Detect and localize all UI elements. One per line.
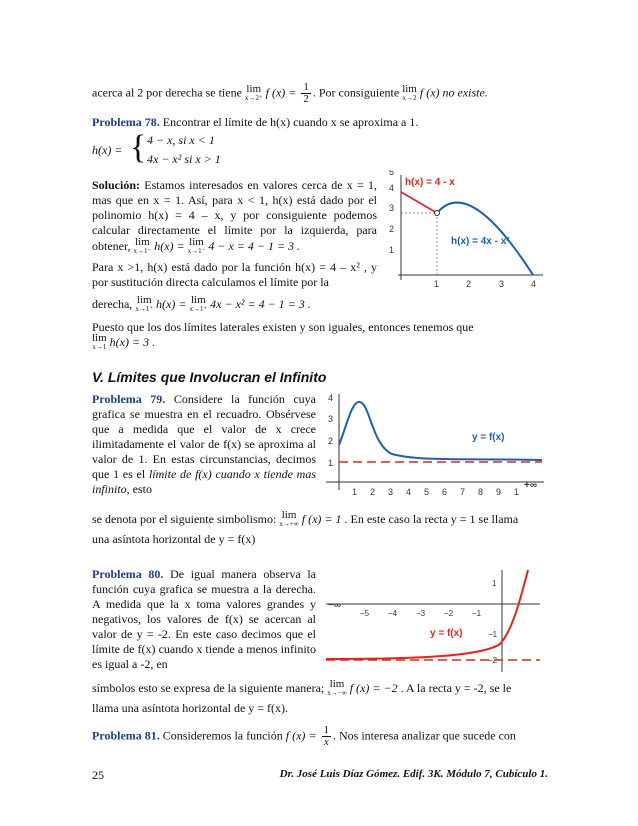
p5-eq: h(x) = 3 . [109, 334, 156, 349]
lim-word: lim [92, 332, 107, 344]
x-tick-label: 8 [478, 487, 484, 497]
lim-plus-inf [279, 511, 298, 529]
y-tick-label: 1 [328, 458, 334, 468]
hole-point [435, 211, 440, 216]
y-tick-label: 1 [492, 579, 497, 588]
y-tick-label: 3 [328, 414, 334, 424]
p79-line3: una asíntota horizontal de y = f(x) [92, 532, 256, 546]
label-left: h(x) = 4 - x [405, 177, 455, 188]
p80-line3: llama una asíntota horizontal de y = f(x). [92, 701, 289, 715]
p79-body: Considere la función cuya grafica se muestra en el recuadro. Obsérvese que a medida que el valor de x crece ilimitadamente el valor de f(x) se aproxima al valor de 1. En estas circunstancias, decimos que 1 es el [92, 392, 317, 481]
p3-pre: derecha, [92, 296, 133, 311]
lim-word: lim [246, 82, 262, 95]
p80-label: Problema 80. [92, 567, 164, 581]
p78-statement [92, 115, 548, 130]
lim-word: lim [329, 678, 345, 690]
p80-text [92, 567, 316, 672]
x-tick-label: 7 [460, 487, 466, 497]
p81-fx: f (x) = [285, 728, 317, 743]
y-tick-label: 4 [328, 393, 334, 403]
x-tick-labels [352, 487, 519, 497]
lim-sub: x→2⁺ [244, 93, 263, 102]
curve-label: y = f(x) [430, 628, 463, 639]
lim-1 [244, 82, 263, 103]
x-tick-label: 3 [388, 487, 394, 497]
lim-sub: x→−∞ [327, 689, 347, 697]
lim-sub: x→2 [402, 93, 417, 102]
p79-line2 [92, 511, 548, 529]
p80-l2-post: . A la recta y = -2, se le [400, 680, 512, 695]
y-tick-label: 4 [389, 183, 395, 193]
y-tick-labels [328, 393, 333, 468]
x-tick-label: −3 [416, 609, 426, 618]
p78-para-2 [92, 260, 377, 290]
lim-word: lim [402, 82, 417, 95]
lim-word: lim [136, 294, 152, 306]
graph-h [383, 170, 548, 290]
x-tick-label: 4 [531, 279, 537, 289]
p78-text: Encontrar el límite de h(x) cuando x se aproxima a 1. [162, 115, 419, 129]
p4-text: Puesto que los dos límites laterales existen y son iguales, entonces tenemos que [92, 320, 474, 334]
curve-label: y = f(x) [472, 432, 505, 443]
x-tick-labels [434, 279, 536, 289]
x-tick-label: 9 [496, 487, 502, 497]
p80-l2-eq: f (x) = −2 [349, 680, 398, 695]
p79-l2-post: . En este caso la recta y = 1 se llama [344, 511, 519, 526]
lim-2 [402, 82, 417, 103]
expr-2: f (x) no existe. [419, 85, 488, 100]
y-tick-label: −1 [488, 630, 498, 639]
curve-left [401, 192, 437, 213]
p81-fraction [322, 725, 332, 748]
text-mid: . Por consiguiente [312, 85, 400, 100]
lim-right [135, 296, 153, 314]
frac-num: 1 [323, 724, 330, 736]
x-tick-label: 1 [434, 279, 440, 289]
frac-den: 2 [303, 93, 309, 105]
graph-79 [322, 390, 548, 500]
piecewise-case-1: 4 − x, si x < 1 [147, 133, 215, 147]
p78-para-5 [92, 334, 548, 352]
x-tick-label: −2 [444, 609, 454, 618]
p79-italic: límite de f(x) cuando x tiende mas infinito [92, 467, 317, 496]
y-tick-labels [389, 170, 394, 255]
piecewise-lhs: h(x) = [92, 143, 123, 157]
p79-l2-eq: f (x) = 1 [301, 511, 342, 526]
p79-label: Problema 79. [92, 392, 166, 406]
x-tick-label: −4 [388, 609, 398, 618]
solution-text: Estamos interesados en valores cerca de x = 1, mas que en x = 1. Así, para x < 1, h(x) está dado por el polinomio h(x) = 4 – x, y por consiguiente podemos calcular directamente el límite por la izquierda, para obtener, [92, 178, 377, 253]
x-tick-label: 3 [499, 279, 505, 289]
sol-eq-2: 4 − x = 4 − 1 = 3 . [208, 238, 301, 253]
p78-solution [92, 178, 377, 256]
section-title: V. Límites que Involucran el Infinito [92, 369, 327, 385]
piecewise-case-2: 4x − x² si x > 1 [147, 152, 221, 166]
lim-word: lim [190, 294, 206, 306]
p79-text [92, 392, 316, 497]
p78-p2-text: Para x >1, h(x) está dado por la función h(x) = 4 – x² , y por sustitución directa calculamos el límite por la [92, 260, 377, 289]
p80-line2 [92, 680, 548, 698]
brace: { [130, 129, 147, 166]
p80-body: De igual manera observa la función cuya grafica se muestra a la derecha. A medida que la x toma valores grandes y negativos, los valores de f(x) se acercan al valor de y = -2. En este caso decimos que el límite de f(x) cuando x tiende a menos infinito es igual a -2, en [92, 567, 316, 671]
text-pre: acerca al 2 por derecha se tiene [92, 85, 242, 100]
p78-para-3 [92, 296, 548, 314]
lim-sub: x→1⁻ [133, 247, 152, 255]
lim-sub: x→1⁻ [187, 247, 206, 255]
frac-num: 1 [303, 81, 309, 93]
x-tick-labels [360, 609, 482, 618]
lim-left [134, 238, 152, 256]
y-tick-label: 3 [389, 203, 395, 213]
solution-label: Solución: [92, 178, 141, 192]
y-tick-label: −2 [488, 656, 498, 665]
curve-f [339, 402, 542, 460]
lim-word: lim [135, 236, 150, 248]
p79-l2-pre: se denota por el siguiente simbolismo: [92, 511, 277, 526]
x-tick-label: 1 [352, 487, 358, 497]
curve-f [326, 570, 528, 659]
p79-tail: , esto [126, 482, 153, 496]
plus-infinity: +∞ [524, 480, 537, 491]
lim-word: lim [281, 509, 297, 521]
p81-line [92, 725, 548, 748]
lim-left-2 [188, 238, 206, 256]
p81-text: Consideremos la función [162, 728, 283, 743]
lim-sub: x→1⁺ [135, 305, 154, 313]
frac-den: x [323, 736, 329, 748]
lim-minus-inf [327, 680, 346, 698]
expr-1: f (x) = [265, 85, 297, 100]
graph-80 [322, 566, 548, 676]
footer-author: Dr. José Luis Díaz Gómez. Edif. 3K. Módulo 7, Cubículo 1. [279, 768, 548, 780]
y-tick-label: 5 [389, 170, 395, 177]
page-number: 25 [92, 768, 104, 782]
x-tick-label: 2 [466, 279, 472, 289]
p78-label: Problema 78. [92, 115, 160, 129]
lim-sub: x→1⁺ [189, 305, 208, 313]
x-tick-label: −5 [360, 609, 370, 618]
p3-eq-2: 4x − x² = 4 − 1 = 3 . [210, 296, 311, 311]
y-tick-label: 2 [389, 224, 395, 234]
minus-infinity: −∞ [328, 600, 341, 611]
sol-eq-1: h(x) = [154, 238, 185, 253]
x-tick-label: −1 [472, 609, 482, 618]
p78-para-4 [92, 320, 548, 335]
p81-label: Problema 81. [92, 728, 160, 743]
lim-sub: x→+∞ [279, 520, 299, 528]
y-tick-labels [488, 579, 498, 665]
x-tick-label: 6 [442, 487, 448, 497]
x-tick-label: 5 [424, 487, 430, 497]
fraction [301, 82, 311, 105]
x-tick-label: 1 [514, 487, 520, 497]
y-tick-label: 1 [389, 245, 395, 255]
x-tick-label: 2 [370, 487, 376, 497]
lim-both [92, 334, 107, 352]
lim-right-2 [189, 296, 207, 314]
p81-post: . Nos interesa analizar que sucede con [333, 728, 516, 743]
lim-sub: x→1 [92, 343, 107, 351]
x-tick-label: 4 [406, 487, 412, 497]
p3-eq-1: h(x) = [156, 296, 187, 311]
y-tick-label: 2 [328, 436, 334, 446]
p80-l2-pre: símbolos esto se expresa de la siguiente manera; [92, 680, 325, 695]
label-right: h(x) = 4x - x² [451, 236, 510, 247]
lim-word: lim [189, 236, 204, 248]
line-limit-2 [92, 82, 548, 105]
